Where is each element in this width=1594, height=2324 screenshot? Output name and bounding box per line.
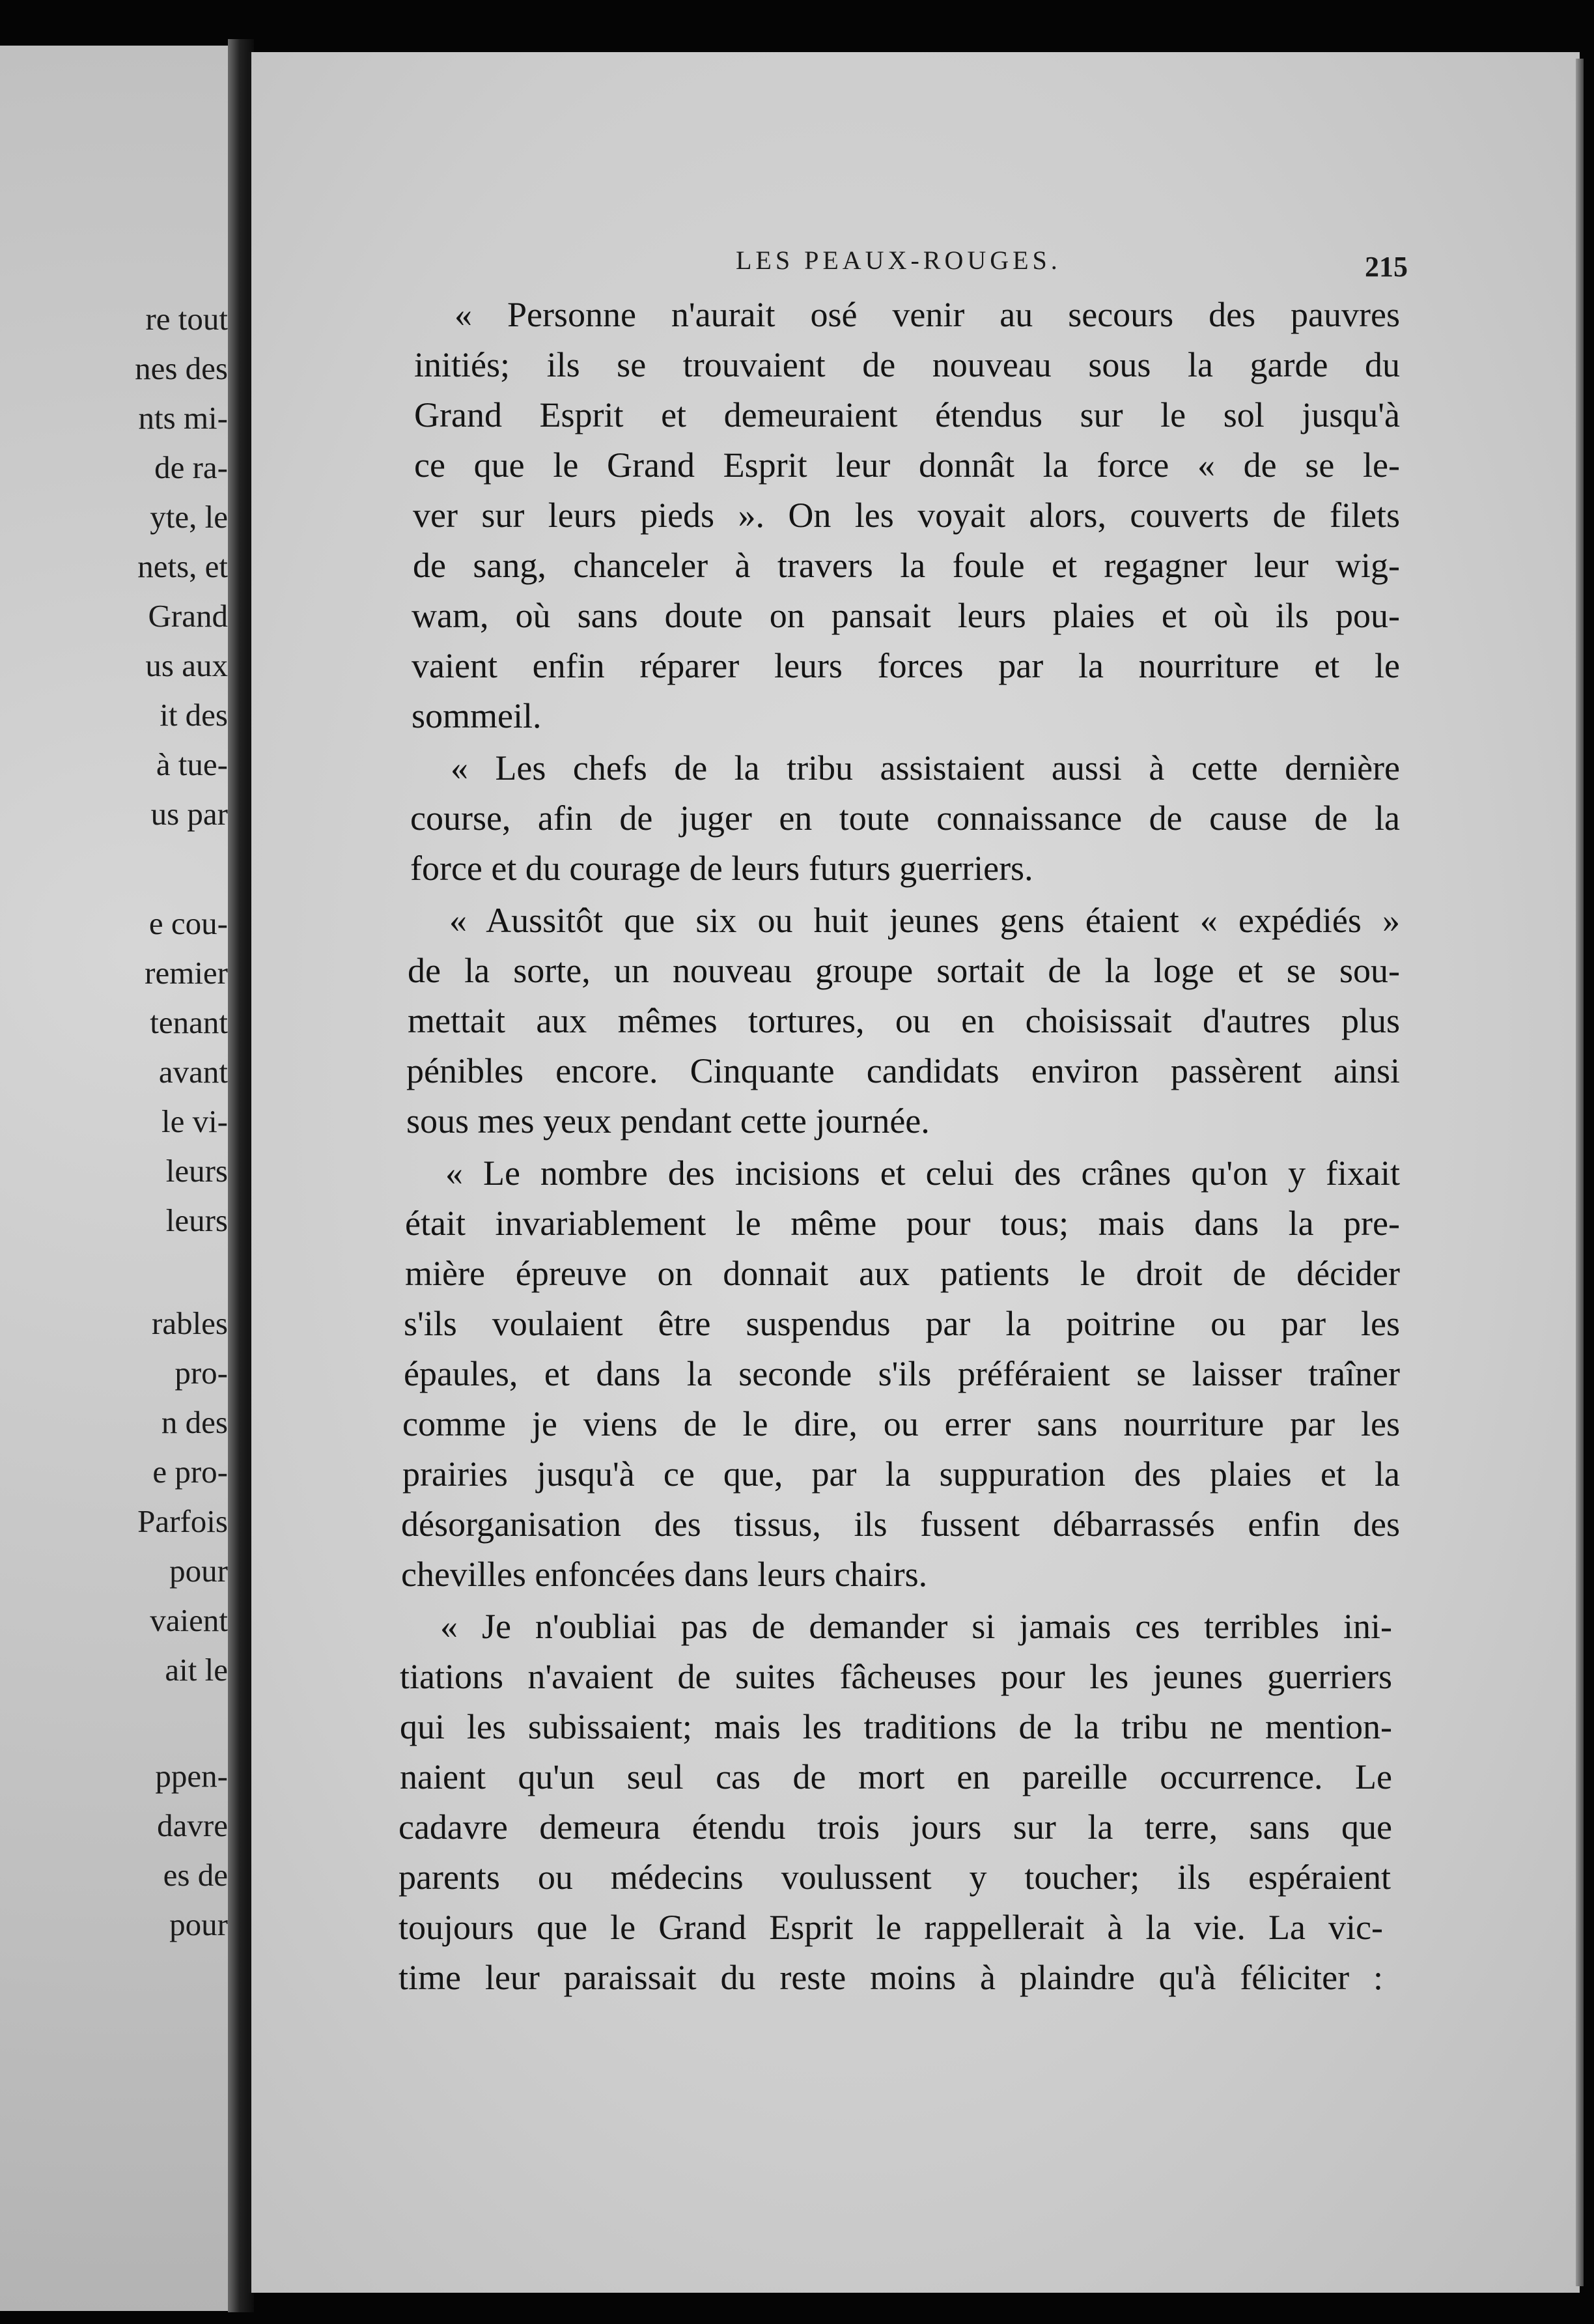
text-line: sommeil. (412, 696, 542, 735)
text-line: Grand Esprit et demeuraient étendus sur le sol jusqu'à (414, 395, 1400, 434)
text-line: de la sorte, un nouveau groupe sortait de la loge et se sou- (408, 951, 1400, 990)
left-page-line: remier (145, 955, 228, 991)
text-line: était invariablement le même pour tous; mais dans la pre- (405, 1204, 1400, 1243)
left-page-line: e pro- (152, 1454, 228, 1490)
text-line: « Les chefs de la tribu assistaient aussi à cette dernière (451, 748, 1400, 787)
left-page-line: leurs (165, 1153, 228, 1189)
left-page-line: pro- (175, 1355, 228, 1391)
text-line: initiés; ils se trouvaient de nouveau sous la garde du (414, 345, 1400, 384)
left-page-line: re tout (145, 301, 228, 337)
text-line: qui les subissaient; mais les traditions de la tribu ne mention- (400, 1707, 1392, 1746)
left-page-line: pour (169, 1906, 228, 1942)
text-line: naient qu'un seul cas de mort en pareille occurrence. Le (400, 1757, 1392, 1796)
text-line: cadavre demeura étendu trois jours sur la terre, sans que (398, 1807, 1392, 1847)
left-page-line: us par (150, 796, 228, 832)
text-line: s'ils voulaient être suspendus par la poitrine ou par les (404, 1304, 1400, 1343)
left-page-fragment (0, 46, 228, 2311)
text-line: mière épreuve on donnait aux patients le droit de décider (405, 1254, 1400, 1293)
text-line: mettait aux mêmes tortures, ou en choisissait d'autres plus (408, 1001, 1400, 1040)
text-line: vaient enfin réparer leurs forces par la nourriture et le (412, 646, 1400, 685)
left-page-line: tenant (150, 1004, 228, 1040)
text-line: prairies jusqu'à ce que, par la suppuration des plaies et la (402, 1454, 1400, 1494)
left-page-line: avant (158, 1054, 228, 1090)
text-line: parents ou médecins voulussent y toucher; ils espéraient (398, 1858, 1391, 1897)
text-line: désorganisation des tissus, ils fussent débarrassés enfin des (401, 1505, 1400, 1544)
text-line: force et du courage de leurs futurs guerriers. (410, 849, 1033, 888)
left-page-line: ait le (165, 1652, 228, 1688)
left-page-line: us aux (145, 647, 228, 683)
left-page-line: à tue- (156, 746, 228, 782)
left-page-line: es de (163, 1857, 228, 1893)
text-line: sous mes yeux pendant cette journée. (406, 1101, 930, 1141)
text-line: course, afin de juger en toute connaissance de cause de la (410, 799, 1400, 838)
text-line: « Le nombre des incisions et celui des crânes qu'on y fixait (445, 1154, 1400, 1193)
left-page-line: Grand (148, 598, 228, 634)
page-edge (1576, 59, 1584, 2286)
left-page-line: pour (169, 1553, 228, 1589)
left-page-line: de ra- (154, 449, 228, 485)
left-page-line: le vi- (161, 1103, 228, 1139)
text-line: « Personne n'aurait osé venir au secours des pauvres (454, 295, 1400, 334)
left-page-line: vaient (150, 1602, 228, 1638)
text-line: de sang, chanceler à travers la foule et regagner leur wig- (413, 546, 1400, 585)
text-line: pénibles encore. Cinquante candidats environ passèrent ainsi (406, 1051, 1400, 1090)
text-line: time leur paraissait du reste moins à plaindre qu'à féliciter : (398, 1958, 1383, 1997)
left-page-line: nets, et (137, 548, 228, 584)
page-number: 215 (1365, 251, 1408, 283)
text-line: « Je n'oubliai pas de demander si jamais ces terribles ini- (440, 1607, 1392, 1646)
text-line: comme je viens de le dire, ou errer sans nourriture par les (402, 1404, 1400, 1443)
text-line: « Aussitôt que six ou huit jeunes gens étaient « expédiés » (449, 901, 1400, 940)
text-line: ce que le Grand Esprit leur donnât la force « de se le- (414, 446, 1400, 485)
text-line: tiations n'avaient de suites fâcheuses pour les jeunes guerriers (400, 1657, 1392, 1696)
text-line: toujours que le Grand Esprit le rappellerait à la vie. La vic- (398, 1908, 1383, 1947)
left-page-line: leurs (165, 1202, 228, 1238)
left-page-line: nes des (135, 350, 228, 386)
text-line: épaules, et dans la seconde s'ils préféraient se laisser traîner (404, 1354, 1400, 1393)
left-page-line: n des (161, 1404, 228, 1440)
left-page-line: davre (157, 1807, 228, 1843)
left-page-line: yte, le (150, 499, 228, 535)
text-line: chevilles enfoncées dans leurs chairs. (401, 1555, 928, 1594)
left-page-line: rables (152, 1305, 228, 1341)
left-page-line: ppen- (155, 1758, 228, 1794)
running-title: LES PEAUX-ROUGES. (736, 246, 1061, 275)
left-page-line: nts mi- (138, 400, 228, 436)
left-page-line: it des (160, 697, 228, 733)
left-page-line: e cou- (148, 905, 228, 941)
left-page-line: Parfois (137, 1503, 228, 1539)
text-line: ver sur leurs pieds ». On les voyait alors, couverts de filets (413, 496, 1400, 535)
text-line: wam, où sans doute on pansait leurs plaies et où ils pou- (412, 596, 1400, 635)
